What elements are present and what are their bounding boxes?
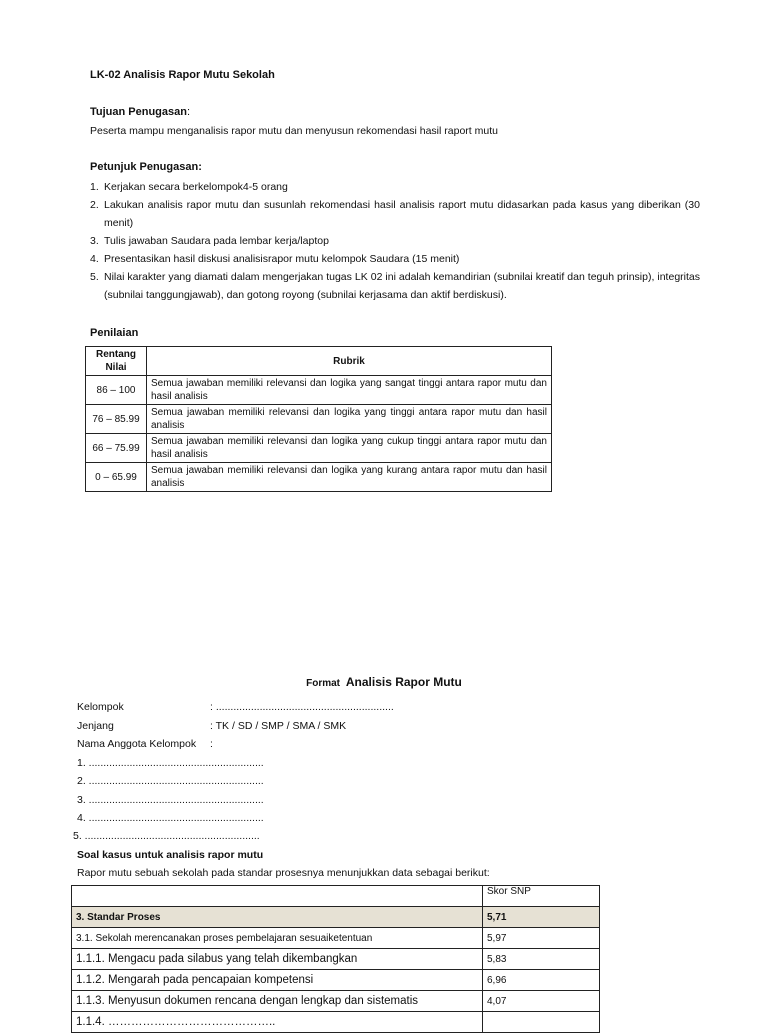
rubric-cell: Semua jawaban memiliki relevansi dan logika yang sangat tinggi antara rapor mutu dan hasil analisis <box>147 376 552 405</box>
header-blank-cell <box>72 886 483 907</box>
document-title: LK-02 Analisis Rapor Mutu Sekolah <box>90 69 275 81</box>
list-item-number: 5. <box>90 271 99 283</box>
list-item-text: Presentasikan hasil diskusi analisisrapor mutu kelompok Saudara (15 menit) <box>104 253 460 265</box>
member-line: 3. ............................................................ <box>77 794 264 806</box>
tujuan-text: Peserta mampu menganalisis rapor mutu dan menyusun rekomendasi hasil raport mutu <box>90 125 498 137</box>
table-row <box>72 1012 600 1033</box>
member-line: 2. ............................................................ <box>77 775 264 787</box>
field-value-kelompok: : ............................................................. <box>210 701 394 713</box>
table-row <box>72 949 600 970</box>
tujuan-heading-colon: : <box>186 106 191 118</box>
list-item-text: Nilai karakter yang diamati dalam mengerjakan tugas LK 02 ini adalah kemandirian (subnilai kreatif dan teguh prinsip), integritas (subnilai tanggungjawab), dan gotong royong (subnilai kerjasama dan aktif berdiskusi). <box>104 271 700 301</box>
tujuan-heading-text: Tujuan Penugasan <box>90 106 187 118</box>
range-cell: 66 – 75.99 <box>86 434 147 463</box>
score-cell: 5,71 <box>483 907 600 928</box>
snp-table <box>71 885 600 1033</box>
indicator-cell: 3. Standar Proses <box>72 907 483 928</box>
table-row <box>86 463 552 492</box>
list-item-number: 1. <box>90 181 99 193</box>
table-row <box>72 970 600 991</box>
range-cell: 86 – 100 <box>86 376 147 405</box>
field-label-kelompok: Kelompok <box>77 701 124 713</box>
format-heading: Analisis Rapor Mutu <box>345 675 462 689</box>
indicator-cell: 1.1.1. Mengacu pada silabus yang telah dikembangkan <box>72 949 483 970</box>
indicator-cell: 1.1.4. …………………………………….. <box>72 1012 483 1033</box>
table-row <box>72 907 600 928</box>
petunjuk-heading: Petunjuk Penugasan: <box>90 161 202 173</box>
soal-heading: Soal kasus untuk analisis rapor mutu <box>77 849 264 861</box>
tujuan-heading <box>90 106 190 118</box>
range-cell: 76 – 85.99 <box>86 405 147 434</box>
soal-text: Rapor mutu sebuah sekolah pada standar prosesnya menunjukkan data sebagai berikut: <box>77 867 490 879</box>
column-header-score: Skor SNP <box>483 886 600 907</box>
table-row <box>86 405 552 434</box>
list-item <box>90 178 700 196</box>
indicator-cell: 1.1.3. Menyusun dokumen rencana dengan lengkap dan sistematis <box>72 991 483 1012</box>
list-item-number: 3. <box>90 235 99 247</box>
table-row <box>72 928 600 949</box>
member-line: 5. ............................................................ <box>73 830 260 842</box>
list-item <box>90 250 700 268</box>
member-line: 1. ............................................................ <box>77 757 264 769</box>
indicator-cell: 3.1. Sekolah merencanakan proses pembelajaran sesuaiketentuan <box>72 928 483 949</box>
score-cell: 6,96 <box>483 970 600 991</box>
table-row <box>72 991 600 1012</box>
rubric-cell: Semua jawaban memiliki relevansi dan logika yang kurang antara rapor mutu dan hasil analisis <box>147 463 552 492</box>
table-header-row <box>86 347 552 376</box>
table-header-row <box>72 886 600 907</box>
list-item-text: Lakukan analisis rapor mutu dan susunlah rekomendasi hasil analisis raport mutu didasarkan pada kasus yang diberikan (30 menit) <box>104 199 700 229</box>
rubric-cell: Semua jawaban memiliki relevansi dan logika yang cukup tinggi antara rapor mutu dan hasil analisis <box>147 434 552 463</box>
field-label-jenjang: Jenjang <box>77 720 114 732</box>
indicator-cell: 1.1.2. Mengarah pada pencapaian kompetensi <box>72 970 483 991</box>
list-item-text: Tulis jawaban Saudara pada lembar kerja/laptop <box>104 235 329 247</box>
field-label-anggota: Nama Anggota Kelompok <box>77 738 197 750</box>
penilaian-heading: Penilaian <box>90 327 139 339</box>
format-prefix: Format <box>306 678 341 689</box>
score-cell <box>483 1012 600 1033</box>
table-row <box>86 376 552 405</box>
member-line: 4. ............................................................ <box>77 812 264 824</box>
score-cell: 5,97 <box>483 928 600 949</box>
field-value-jenjang: : TK / SD / SMP / SMA / SMK <box>210 720 347 732</box>
table-row <box>86 434 552 463</box>
rubric-table <box>85 346 552 492</box>
format-title <box>0 675 768 689</box>
score-cell: 5,83 <box>483 949 600 970</box>
list-item <box>90 268 700 304</box>
list-item <box>90 196 700 232</box>
petunjuk-list <box>90 178 700 304</box>
field-value-anggota: : <box>210 738 213 750</box>
column-header-rubric: Rubrik <box>147 347 552 376</box>
score-cell: 4,07 <box>483 991 600 1012</box>
range-cell: 0 – 65.99 <box>86 463 147 492</box>
list-item-text: Kerjakan secara berkelompok4-5 orang <box>104 181 288 193</box>
list-item-number: 2. <box>90 199 99 211</box>
list-item-number: 4. <box>90 253 99 265</box>
list-item <box>90 232 700 250</box>
rubric-cell: Semua jawaban memiliki relevansi dan logika yang tinggi antara rapor mutu dan hasil analisis <box>147 405 552 434</box>
column-header-range: Rentang Nilai <box>86 347 147 376</box>
